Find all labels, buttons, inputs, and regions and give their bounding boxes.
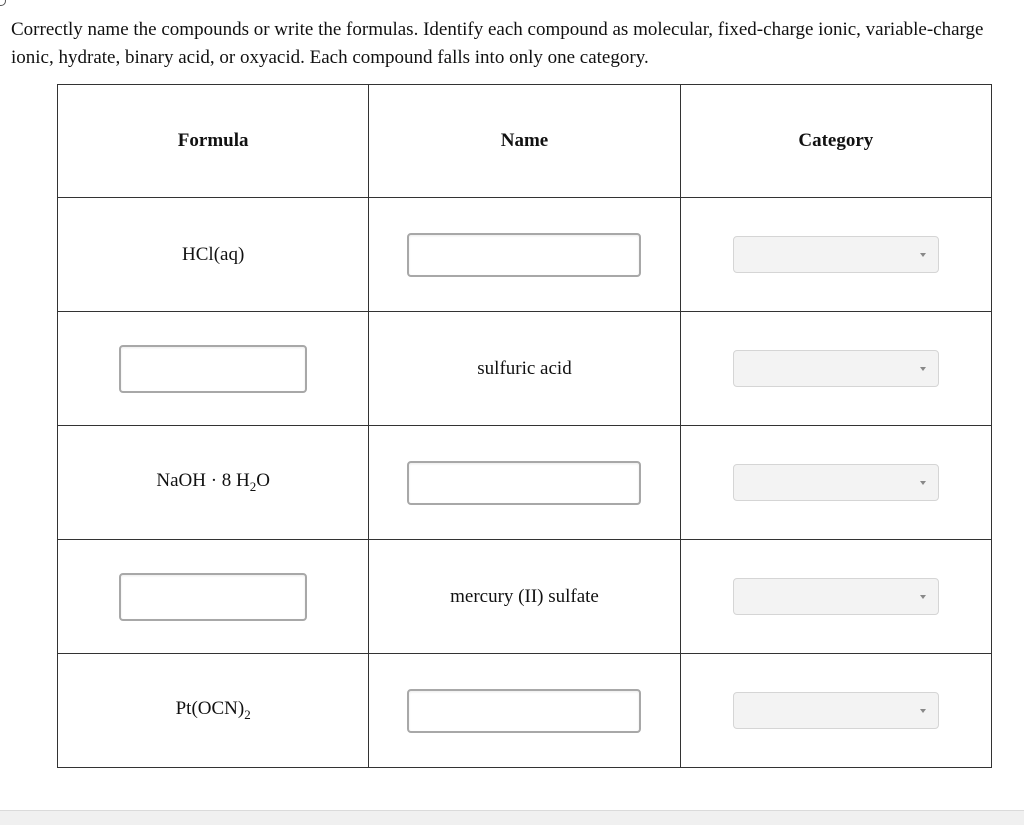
name-text: sulfuric acid: [477, 357, 572, 379]
table-row: [58, 312, 992, 426]
name-text: mercury (II) sulfate: [450, 585, 599, 607]
name-input[interactable]: [407, 689, 641, 733]
chevron-down-icon: [920, 595, 926, 599]
chevron-down-icon: [920, 253, 926, 257]
formula-cell: [58, 198, 369, 312]
formula-header: Formula: [58, 85, 369, 198]
category-cell: [680, 654, 991, 768]
chevron-down-icon: [920, 709, 926, 713]
name-cell: [369, 198, 680, 312]
name-cell: [369, 312, 680, 426]
chevron-down-icon: [920, 481, 926, 485]
table-row: [58, 540, 992, 654]
name-input[interactable]: [407, 461, 641, 505]
name-cell: [369, 540, 680, 654]
formula-text: [156, 470, 270, 495]
category-header: Category: [680, 85, 991, 198]
page-edge-mark: [0, 0, 6, 6]
category-cell: [680, 312, 991, 426]
formula-input[interactable]: [119, 345, 307, 393]
formula-cell: [58, 654, 369, 768]
chevron-down-icon: [920, 367, 926, 371]
formula-input[interactable]: [119, 573, 307, 621]
formula-text: [176, 698, 251, 723]
formula-subscript: 2: [249, 479, 257, 494]
bottom-scroll-area: [0, 810, 1024, 825]
name-input[interactable]: [407, 233, 641, 277]
category-cell: [680, 540, 991, 654]
category-select[interactable]: [733, 236, 939, 273]
formula-main: Pt(OCN): [175, 698, 245, 719]
category-cell: [680, 198, 991, 312]
table-row: [58, 654, 992, 768]
formula-subscript: 2: [244, 707, 251, 722]
formula-tail: O: [256, 470, 270, 491]
table-row: [58, 426, 992, 540]
name-header: Name: [369, 85, 680, 198]
formula-cell: [58, 426, 369, 540]
formula-cell: [58, 312, 369, 426]
name-cell: [369, 654, 680, 768]
name-cell: [369, 426, 680, 540]
table-row: [58, 198, 992, 312]
category-select[interactable]: [733, 692, 939, 729]
category-select[interactable]: [733, 464, 939, 501]
compound-table: [57, 84, 992, 768]
formula-text: HCl(aq): [182, 243, 245, 265]
formula-cell: [58, 540, 369, 654]
formula-main: NaOH · 8 H: [156, 470, 250, 491]
question-instructions: Correctly name the compounds or write the formulas. Identify each compound as molecular, fixed-charge ionic, variable-charge ionic, hydrate, binary acid, or oxyacid. Each compound falls into only one category.: [11, 19, 984, 68]
table-header-row: [58, 85, 992, 198]
category-select[interactable]: [733, 578, 939, 615]
category-cell: [680, 426, 991, 540]
category-select[interactable]: [733, 350, 939, 387]
